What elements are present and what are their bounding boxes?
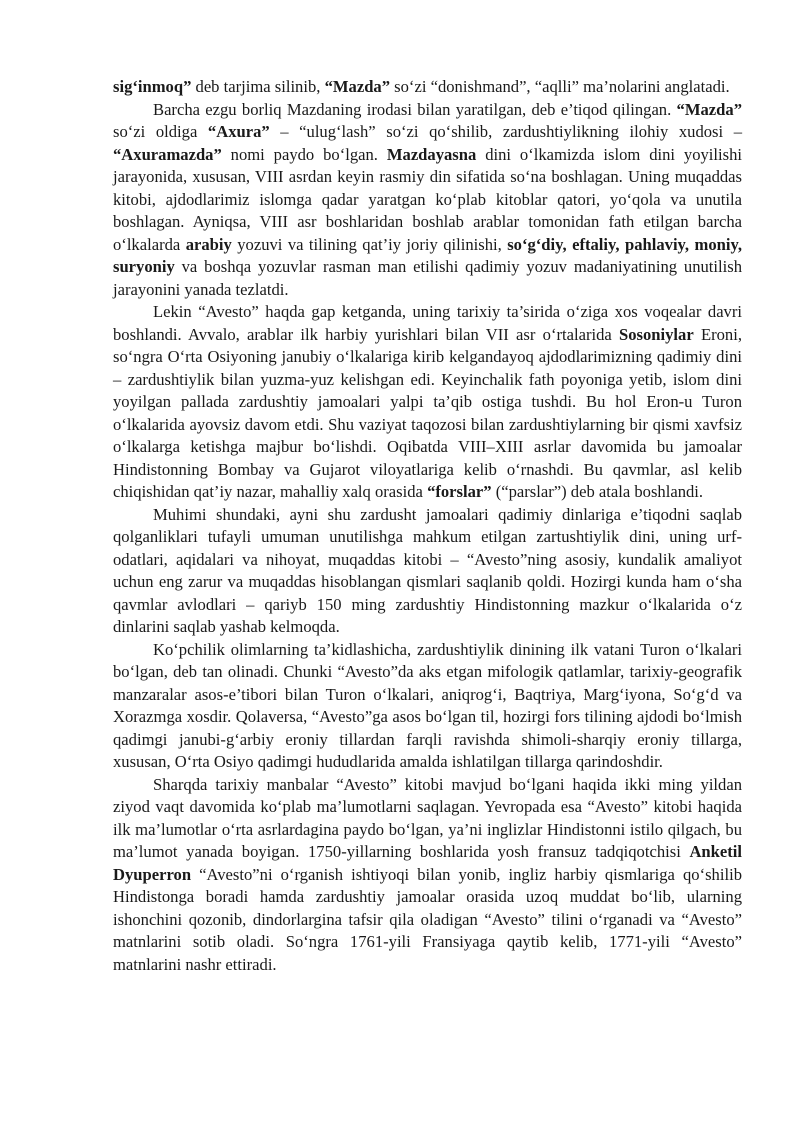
paragraph-p3: [113, 301, 742, 504]
text-run: Barcha ezgu borliq Mazdaning irodasi bilan yaratilgan, deb e’tiqod qilingan.: [153, 99, 677, 119]
text-run: deb tarjima silinib,: [191, 77, 325, 96]
bold-term: sig‘inmoq”: [113, 77, 192, 96]
text-run: Muhimi shundaki, ayni shu zardusht jamoalari qadimiy dinlariga e’tiqodni saqlab qolganliklari tufayli umuman unutilishga mahkum etilgan zartushtiylik dini, uning urf-odatlari, aqidalari va nihoyat, muqaddas kitobi – “Avesto”ning asosiy, kundalik amaliyot uchun eng zarur va muqaddas hisoblangan qismlari saqlanib qoldi. Hozirgi kunda ham o‘sha qavmlar avlodlari – qariyb 150 ming zardushtiy Hindistonning mazkur o‘lkalarida o‘z dinlarini saqlab yashab kelmoqda.: [113, 504, 742, 636]
bold-term: “Axura”: [207, 122, 270, 141]
text-run: Lekin “Avesto” haqda gap ketganda, uning tarixiy ta’sirida o‘ziga xos voqealar davri boshlandi. Avvalo, arablar ilk harbiy yurishlari bilan VII asr o‘rtalarida: [113, 302, 742, 344]
bold-term: arabiy: [185, 234, 232, 254]
paragraph-p1: [113, 76, 742, 99]
text-run: Ko‘pchilik olimlarning ta’kidlashicha, zardushtiylik dinining ilk vatani Turon o‘lkalari bo‘lgan, deb tan olinadi. Chunki “Avesto”da aks etgan mifologik qatlamlar, tarixiy-geografik manzaralar asos-e’tibori bilan Turon o‘lkalari, aniqrog‘i, Baqtriya, Marg‘iyona, So‘g‘d va Xorazmga xosdir. Qolaversa, “Avesto”ga asos bo‘lgan til, hozirgi fors tilining ajdodi bo‘lmish qadimgi janubi-g‘arbiy eroniy tillardan farqli ravishda shimoli-sharqiy eroniy tillarga, xususan, O‘rta Osiyo qadimgi hududlarida amalda ishlatilgan tillarga qarindoshdir.: [113, 639, 742, 771]
bold-term: Sosoniylar: [619, 324, 694, 344]
bold-term: “Mazda”: [676, 99, 742, 119]
text-run: so‘zi oldiga: [113, 122, 208, 141]
bold-term: “forslar”: [427, 482, 492, 501]
text-run: Sharqda tarixiy manbalar “Avesto” kitobi mavjud bo‘lgani haqida ikki ming yildan ziyod vaqt davomida ko‘plab ma’lumotlarni saqlagan. Yevropada esa “Avesto” kitobi haqida ilk ma’lumotlar o‘rta asrlardagina paydo bo‘lgan, ya’ni inglizlar Hindistonni istilo qilgach, bu ma’lumot yanada boyigan. 1750-yillarning boshlarida yosh fransuz tadqiqotchisi: [113, 774, 742, 861]
bold-term: Anketil Dyuperron: [113, 842, 742, 884]
text-run: va boshqa yozuvlar rasman man etilishi qadimiy yozuv madaniyatining unutilish jarayonini yanada tezlatdi.: [113, 257, 742, 299]
text-run: nomi paydo bo‘lgan.: [221, 144, 387, 164]
paragraph-p4: [113, 504, 742, 639]
bold-term: so‘g‘diy, eftaliy, pahlaviy, moniy, suryoniy: [113, 234, 742, 276]
text-run: – “ulug‘lash” so‘zi qo‘shilib, zardushtiylikning ilohiy xudosi –: [269, 122, 743, 141]
text-run: yozuvi va tilining qat’iy joriy qilinishi,: [231, 234, 508, 254]
text-run: so‘zi “donishmand”, “aqlli” ma’nolarini anglatadi.: [390, 77, 730, 96]
body-text: [113, 76, 742, 976]
text-run: Eroni, so‘ngra O‘rta Osiyoning janubiy o‘lkalariga kirib kelgandayoq ajdodlarimizning qadimiy dini – zardushtiylik bilan yuzma-yuz kelishgan edi. Keyinchalik fath poyoniga yetib, islom dini yoyilgan pallada zardushtiy jamoalari yalpi ta’qib ostiga tushdi. Bu hol Eron-u Turon o‘lkalarida ayovsiz davom etdi. Shu vaziyat taqozosi bilan zardushtiylarning bir qismi xavfsiz o‘lkalarga ketishga majbur bo‘lishdi. Oqibatda VIII–XIII asrlar davomida bu jamoalar Hindistonning Bombay va Gujarot viloyatlariga kelib o‘rnashdi. Bu qavmlar, asl kelib chiqishidan qat’iy nazar, mahalliy xalq orasida: [113, 324, 742, 501]
paragraph-p2: [113, 99, 742, 302]
text-run: dini o‘lkamizda islom dini yoyilishi jarayonida, xususan, VIII asrdan keyin rasmiy din sifatida so‘na boshlagan. Uning muqaddas kitobi, ajdodlarimiz islomga qadar yaratgan ko‘plab kitoblar qatori, yo‘qola va unutila boshlagan. Ayniqsa, VIII asr boshlaridan boshlab arablar tomonidan fath etilgan barcha o‘lkalarda: [113, 144, 742, 254]
text-run: (“parslar”) deb atala boshlandi.: [491, 482, 704, 501]
paragraph-p5: [113, 639, 742, 774]
bold-term: “Mazda”: [324, 77, 391, 96]
text-run: “Avesto”ni o‘rganish ishtiyoqi bilan yonib, ingliz harbiy qismlariga qo‘shilib Hindistonga boradi hamda zardushtiy jamoalar orasida uzoq muddat bo‘lib, ularning ishonchini qozonib, dindorlargina tafsir qila oladigan “Avesto” tilini o‘rganadi va “Avesto” matnlarini sotib oladi. So‘ngra 1761-yili Fransiyaga qaytib kelib, 1771-yili “Avesto” matnlarini nashr ettiradi.: [113, 864, 742, 974]
bold-term: “Axuramazda”: [113, 144, 222, 164]
paragraph-p6: [113, 774, 742, 977]
bold-term: Mazdayasna: [386, 144, 477, 164]
